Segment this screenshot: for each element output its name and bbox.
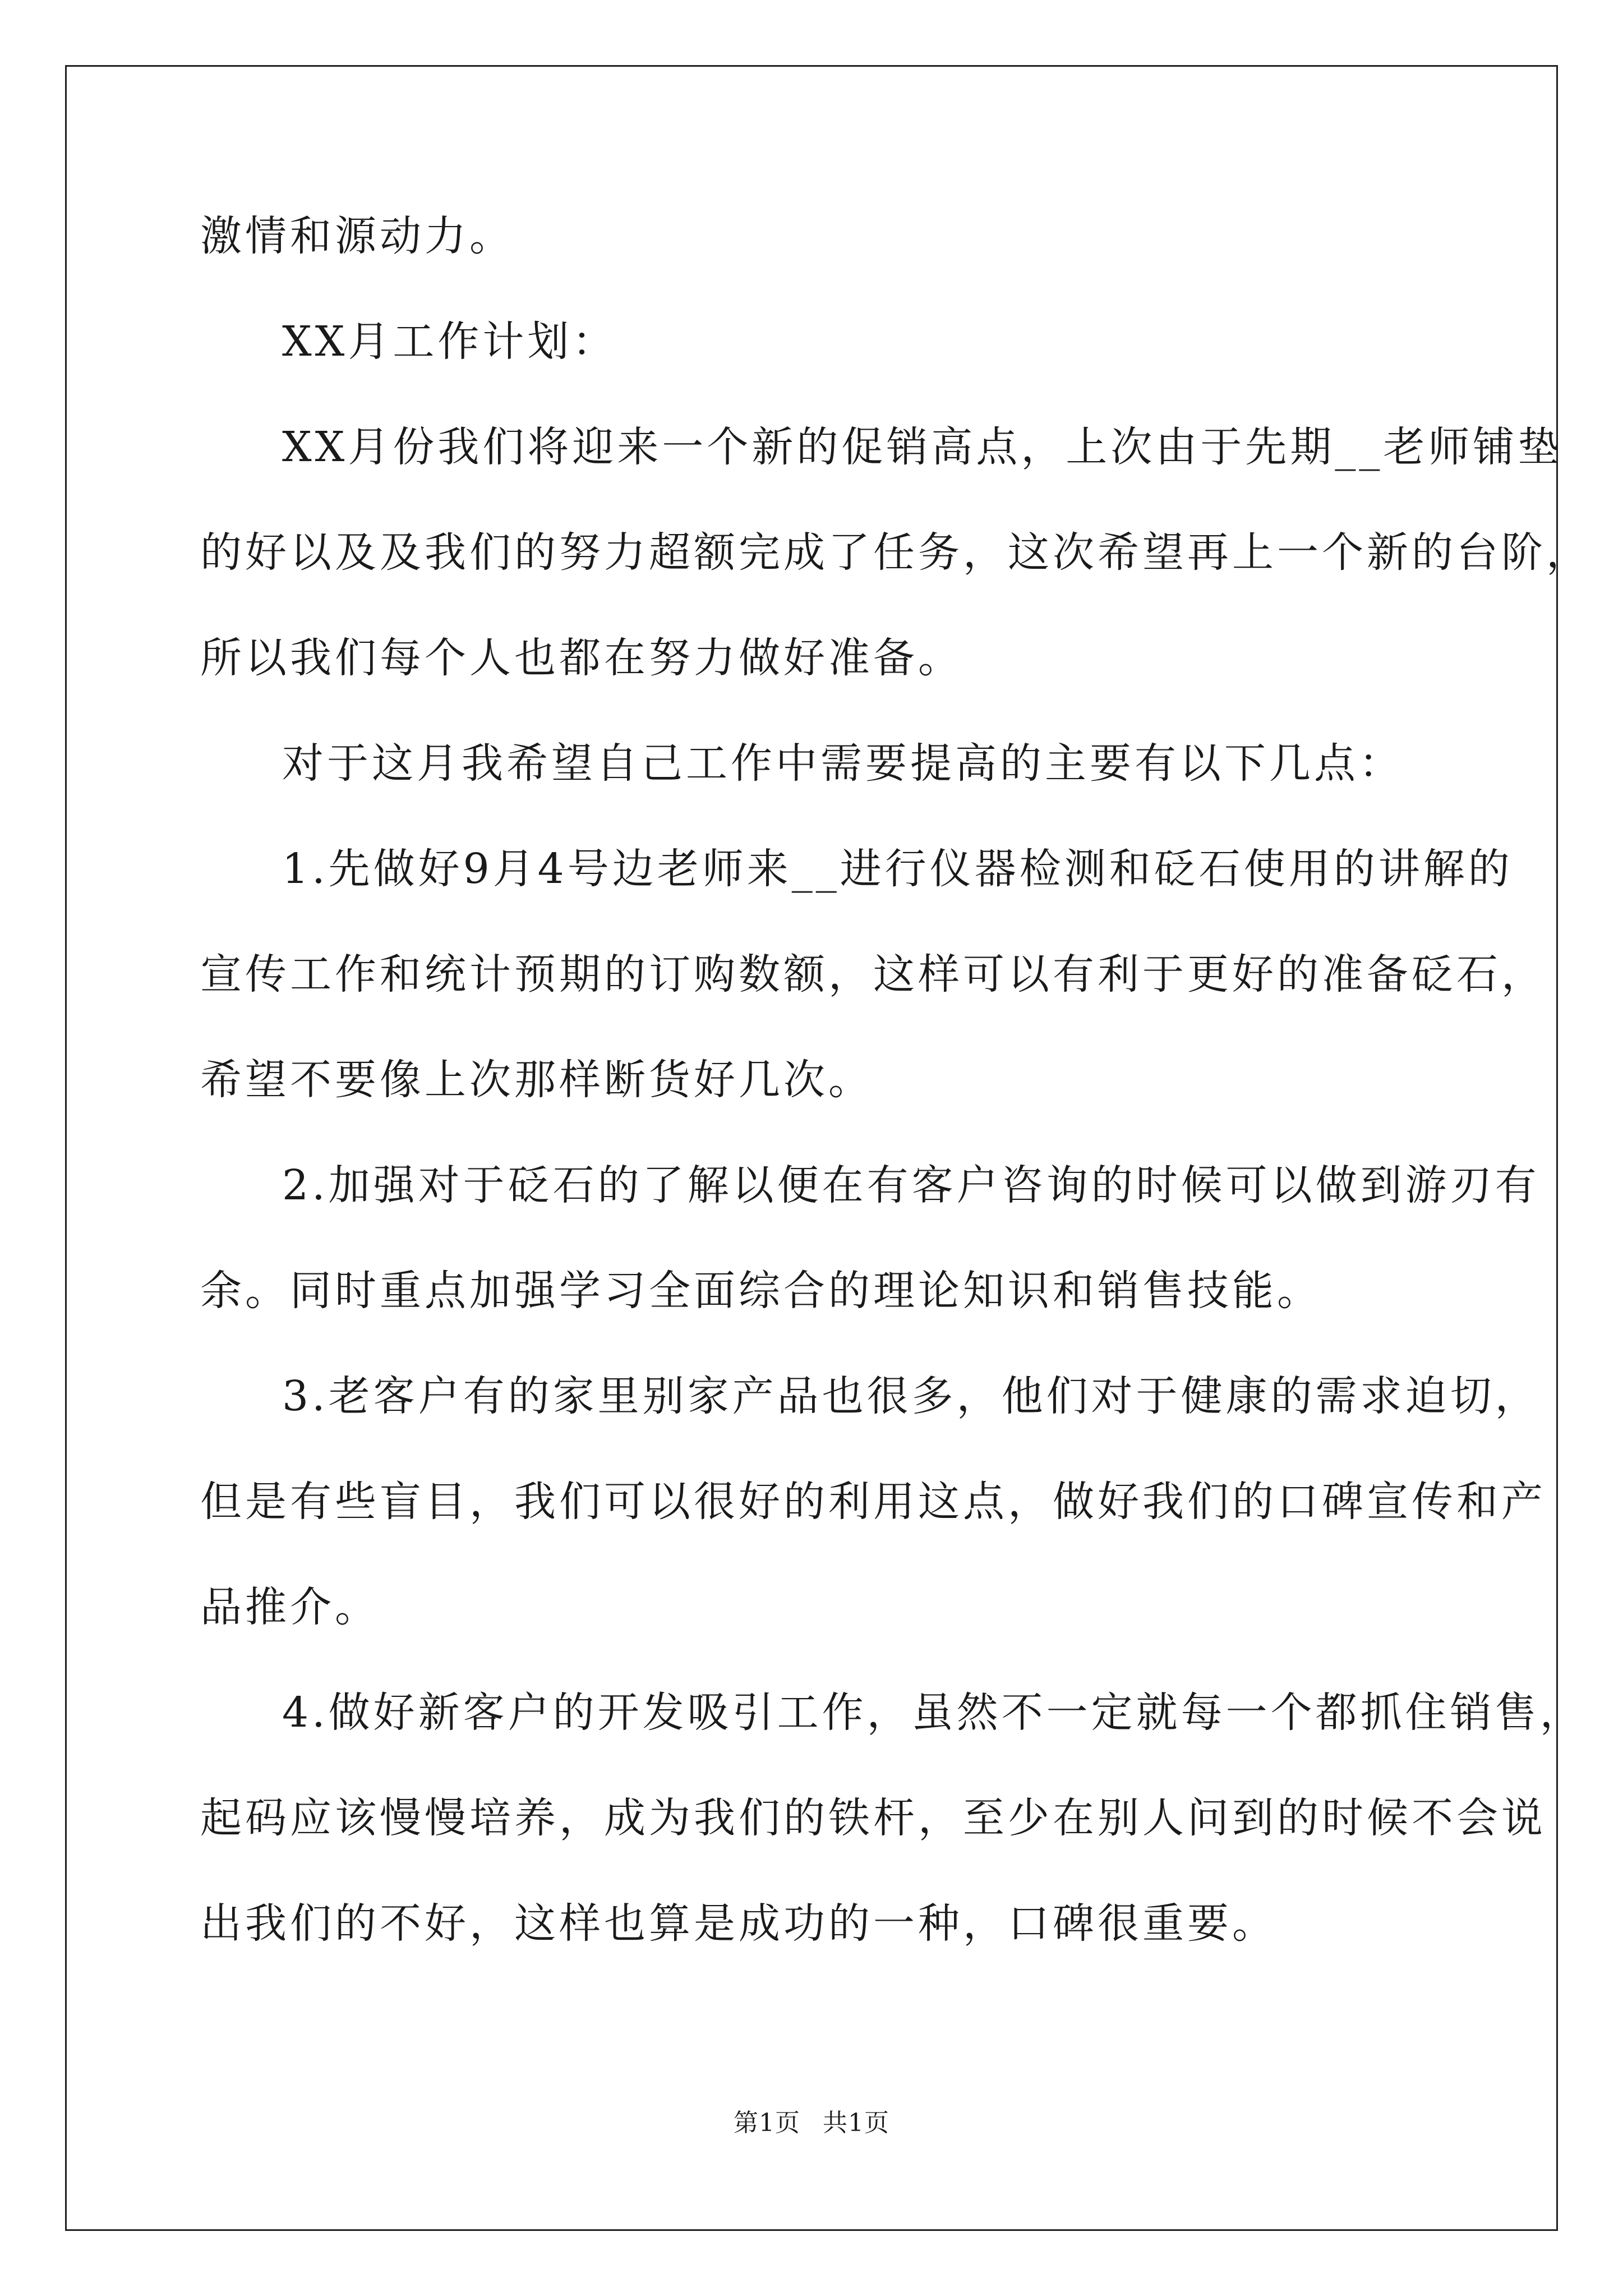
paragraph-line: 激情和源动力。 [200, 212, 514, 260]
page-footer [0, 2109, 1623, 2137]
list-item-line: 1.先做好9月4号边老师来__进行仪器检测和砭石使用的讲解的 [282, 845, 1513, 893]
list-item-line: 4.做好新客户的开发吸引工作，虽然不一定就每一个都抓住销售， [282, 1688, 1585, 1737]
paragraph-line: 对于这月我希望自己工作中需要提高的主要有以下几点： [282, 739, 1404, 788]
list-item-line: 希望不要像上次那样断货好几次。 [200, 1056, 873, 1104]
page-total: 共1页 [823, 2109, 889, 2137]
paragraph-line: 所以我们每个人也都在努力做好准备。 [200, 634, 963, 682]
list-item-line: 2.加强对于砭石的了解以便在有客户咨询的时候可以做到游刃有 [282, 1161, 1540, 1209]
list-item-line: 出我们的不好，这样也算是成功的一种，口碑很重要。 [200, 1899, 1277, 1948]
section-heading: XX月工作计划： [282, 318, 617, 366]
list-item-line: 宣传工作和统计预期的订购数额，这样可以有利于更好的准备砭石， [200, 950, 1546, 999]
list-item-line: 品推介。 [200, 1583, 380, 1631]
list-item-line: 余。同时重点加强学习全面综合的理论知识和销售技能。 [200, 1267, 1322, 1315]
list-item-line: 3.老客户有的家里别家产品也很多，他们对于健康的需求迫切， [282, 1372, 1540, 1420]
list-item-line: 起码应该慢慢培养，成为我们的铁杆，至少在别人问到的时候不会说 [200, 1794, 1546, 1842]
list-item-line: 但是有些盲目，我们可以很好的利用这点，做好我们的口碑宣传和产 [200, 1478, 1546, 1526]
paragraph-line: XX月份我们将迎来一个新的促销高点，上次由于先期__老师铺垫 [282, 423, 1563, 471]
page-number: 第1页 [734, 2109, 800, 2137]
paragraph-line: 的好以及及我们的努力超额完成了任务，这次希望再上一个新的台阶， [200, 528, 1591, 577]
